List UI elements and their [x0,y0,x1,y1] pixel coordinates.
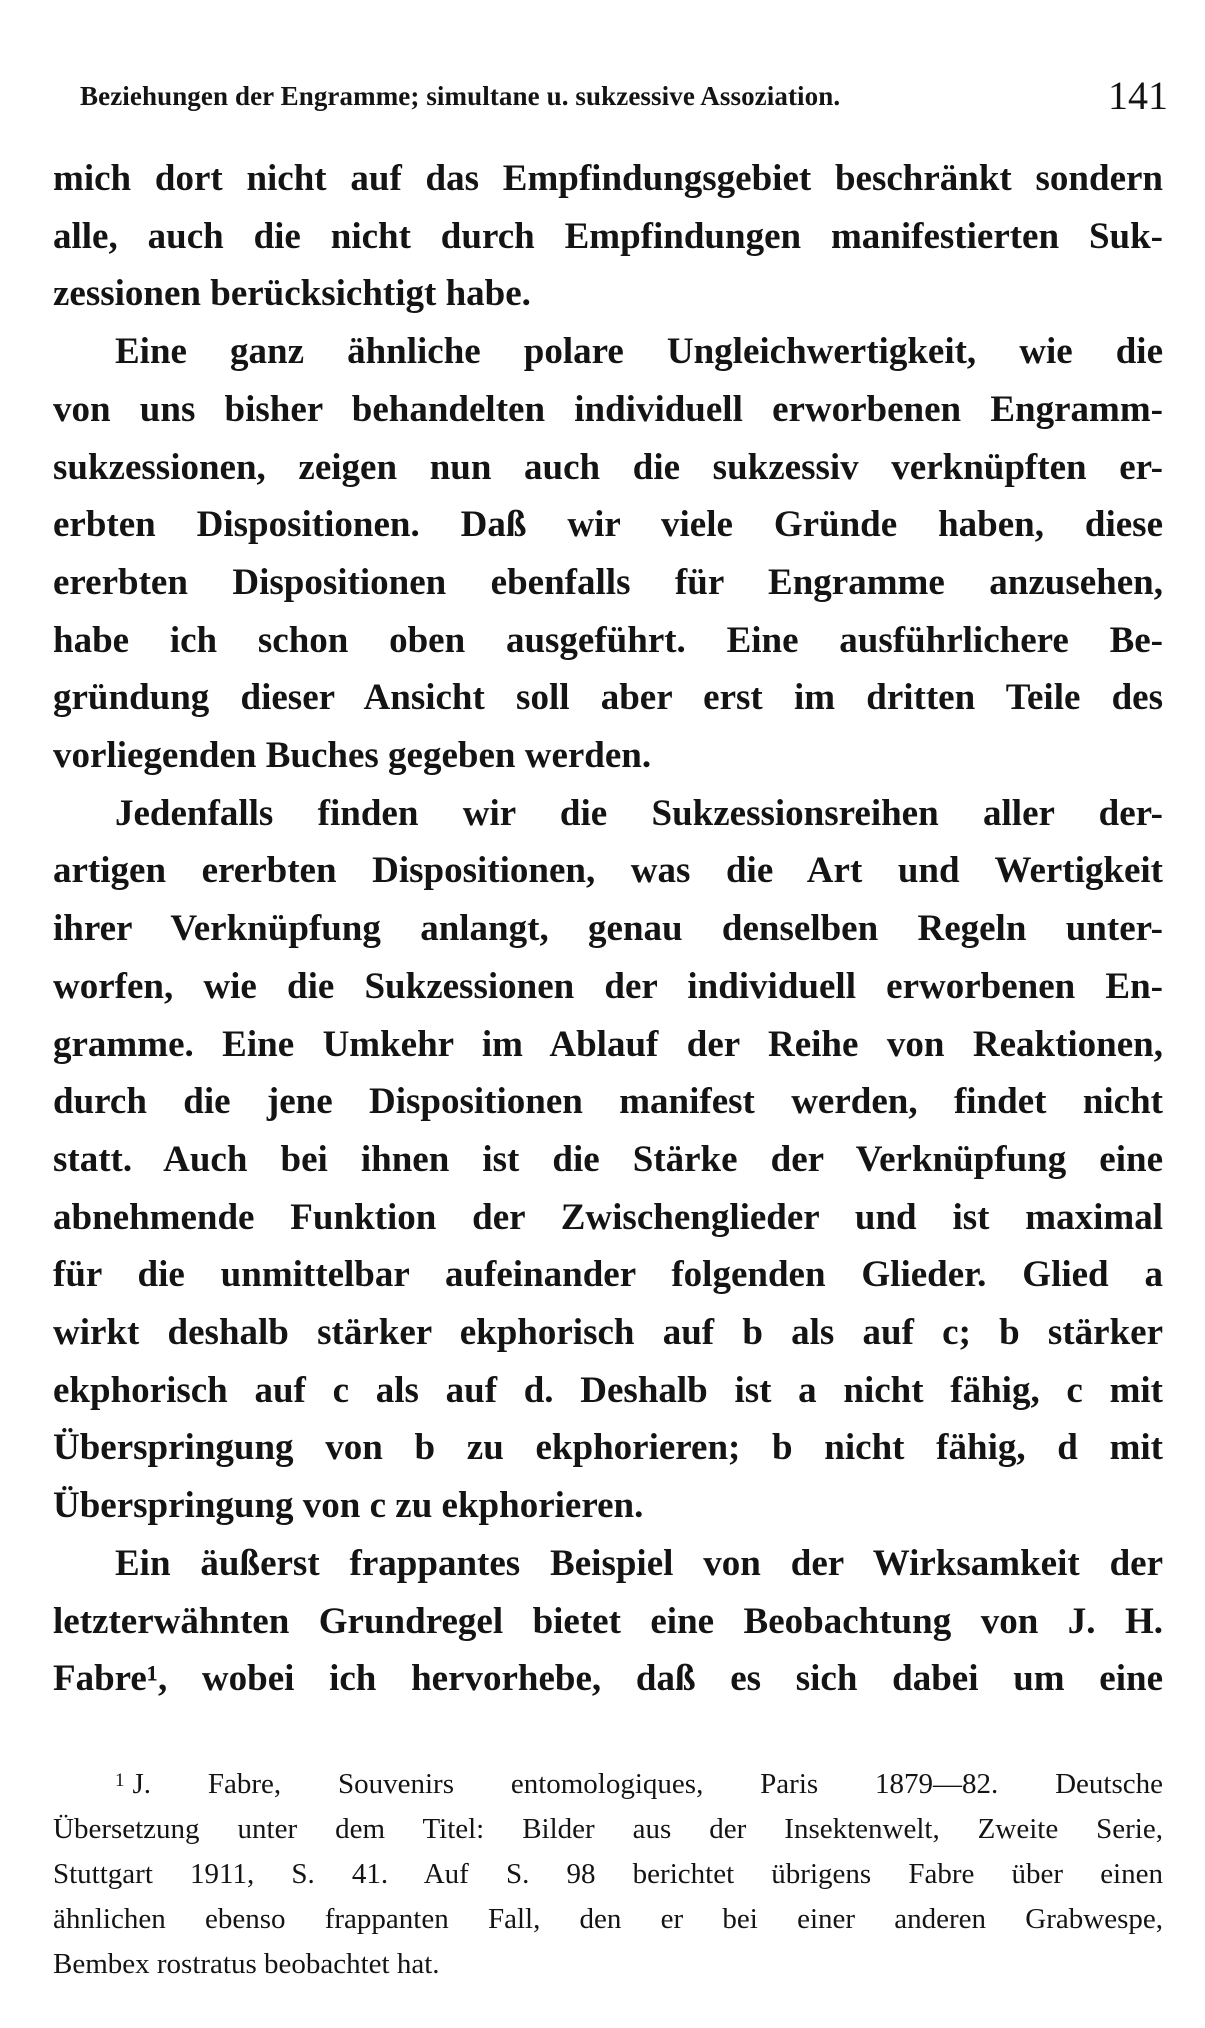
text-line: Fabre¹, wobei ich hervorhebe, daß es sich dabei um eine [53,1658,1163,1700]
text-line: statt. Auch bei ihnen ist die Stärke der Verknüpfung eine [53,1138,1163,1180]
footnote-marker: 1 [115,1770,125,1791]
text-line: alle, auch die nicht durch Empfindungen manifestierten Suk- [53,215,1163,257]
footnote-line: ähnlichen ebenso frappanten Fall, den er bei einer anderen Grabwespe, [53,1903,1163,1935]
page-header [58,70,1168,130]
paragraph-3 [53,785,1163,1535]
paragraph-4 [53,1535,1163,1708]
text-line: worfen, wie die Sukzessionen der individuell erworbenen En- [53,965,1163,1007]
footnote [53,1758,1163,1987]
text-line: habe ich schon oben ausgeführt. Eine ausführlichere Be- [53,619,1163,661]
text-line: vorliegenden Buches gegeben werden. [53,735,652,777]
text-line: sukzessionen, zeigen nun auch die sukzessiv verknüpften er- [53,446,1163,488]
text-line: artigen ererbten Dispositionen, was die Art und Wertigkeit [53,850,1163,892]
footnote-text: J. Fabre, Souvenirs entomologiques, Paris 1879—82. Deutsche [132,1768,1163,1800]
text-line: Eine ganz ähnliche polare Ungleichwertigkeit, wie die [115,331,1163,373]
text-line: abnehmende Funktion der Zwischenglieder und ist maximal [53,1196,1163,1238]
text-line: letzterwähnten Grundregel bietet eine Beobachtung von J. H. [53,1600,1163,1642]
paragraph-2 [53,323,1163,785]
footnote-line: Bembex rostratus beobachtet hat. [53,1948,440,1980]
text-line: Überspringung von c zu ekphorieren. [53,1485,644,1527]
running-title: Beziehungen der Engramme; simultane u. sukzessive Assoziation. [80,81,841,111]
text-line: Überspringung von b zu ekphorieren; b nicht fähig, d mit [53,1427,1163,1469]
text-line: ererbten Dispositionen ebenfalls für Engramme anzusehen, [53,561,1163,603]
text-line: für die unmittelbar aufeinander folgenden Glieder. Glied a [53,1254,1163,1296]
text-line: Ein äußerst frappantes Beispiel von der Wirksamkeit der [115,1542,1163,1584]
text-line: wirkt deshalb stärker ekphorisch auf b als auf c; b stärker [53,1312,1163,1354]
text-line: zessionen berücksichtigt habe. [53,273,531,315]
footnote-line: Übersetzung unter dem Titel: Bilder aus der Insektenwelt, Zweite Serie, [53,1813,1163,1845]
text-line: mich dort nicht auf das Empfindungsgebiet beschränkt sondern [53,158,1163,199]
paragraph-1 [53,150,1163,323]
text-line: von uns bisher behandelten individuell erworbenen Engramm- [53,388,1163,430]
text-line: durch die jene Dispositionen manifest werden, findet nicht [53,1081,1163,1123]
text-line: erbten Dispositionen. Daß wir viele Gründe haben, diese [53,504,1163,546]
footnote-line [53,1758,1163,1807]
footnote-line: Stuttgart 1911, S. 41. Auf S. 98 berichtet übrigens Fabre über einen [53,1858,1163,1890]
body-text [53,150,1163,1708]
text-line: ihrer Verknüpfung anlangt, genau denselben Regeln unter- [53,908,1163,950]
text-line: gründung dieser Ansicht soll aber erst im dritten Teile des [53,677,1163,719]
text-line: gramme. Eine Umkehr im Ablauf der Reihe von Reaktionen, [53,1023,1163,1065]
page-number: 141 [1108,73,1168,118]
text-line: Jedenfalls finden wir die Sukzessionsreihen aller der- [115,792,1163,834]
text-line: ekphorisch auf c als auf d. Deshalb ist a nicht fähig, c mit [53,1369,1163,1411]
